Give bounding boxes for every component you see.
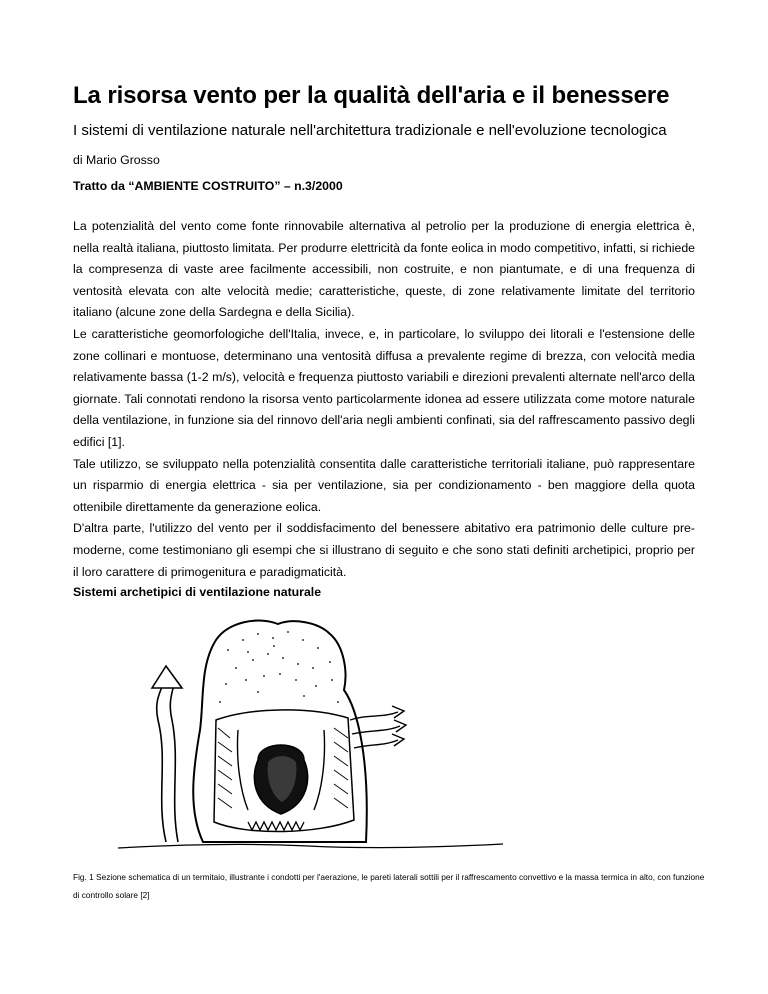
body-paragraph: Tale utilizzo, se sviluppato nella potenzialità consentita dalle caratteristiche territoriali italiane, può rappresentare un risparmio di energia elettrica - sia per ventilazione, sia per condizionamento - ben maggiore della quota ottenibile direttamente da generazione eolica. xyxy=(73,456,695,514)
termite-mound-illustration xyxy=(108,610,508,855)
article-subtitle: I sistemi di ventilazione naturale nell'architettura tradizionale e nell'evoluzione tecnologica xyxy=(73,122,667,139)
article-author: di Mario Grosso xyxy=(73,153,160,167)
body-paragraph: La potenzialità del vento come fonte rinnovabile alternativa al petrolio per la produzione di energia elettrica è, nella realtà italiana, piuttosto limitata. Per produrre elettricità da fonte eolica in modo competitivo, infatti, si richiede la compresenza di vaste aree facilmente accessibili, non costruite, e non piantumate, e di una frequenza di ventosità elevata con alte velocità medie; caratteristiche, queste, di zone relativamente limitate del territorio italiano (alcune zone della Sardegna e della Sicilia). xyxy=(73,219,695,320)
article-source: Tratto da “AMBIENTE COSTRUITO” – n.3/2000 xyxy=(73,179,343,193)
body-paragraph: D'altra parte, l'utilizzo del vento per il soddisfacimento del benessere abitativo era patrimonio delle culture pre-moderne, come testimoniano gli esempi che si illustrano di seguito e che sono stati definiti archetipici, proprio per il loro carattere di primogenitura e paradigmaticità. xyxy=(73,521,695,579)
figure-caption: Fig. 1 Sezione schematica di un termitaio, illustrante i condotti per l'aerazione, le pareti laterali sottili per il raffrescamento convettivo e la massa termica in alto, con funzione di controllo solare [2] xyxy=(73,872,705,900)
article-title: La risorsa vento per la qualità dell'aria e il benessere xyxy=(73,82,670,109)
article-body xyxy=(73,216,695,583)
section-heading: Sistemi archetipici di ventilazione naturale xyxy=(73,585,322,599)
body-paragraph: Le caratteristiche geomorfologiche dell'Italia, invece, e, in particolare, lo sviluppo dei litorali e l'estensione delle zone collinari e montuose, determinano una ventosità diffusa a prevalente regime di brezza, con velocità media relativamente bassa (1-2 m/s), velocità e frequenza piuttosto variabili e direzioni prevalenti alternate nell'arco della giornate. Tali connotati rendono la risorsa vento particolarmente idonea ad essere utilizzata come motore naturale della ventilazione, in funzione sia del rinnovo dell'aria negli ambienti confinati, sia del raffrescamento passivo degli edifici [1]. xyxy=(73,326,695,449)
